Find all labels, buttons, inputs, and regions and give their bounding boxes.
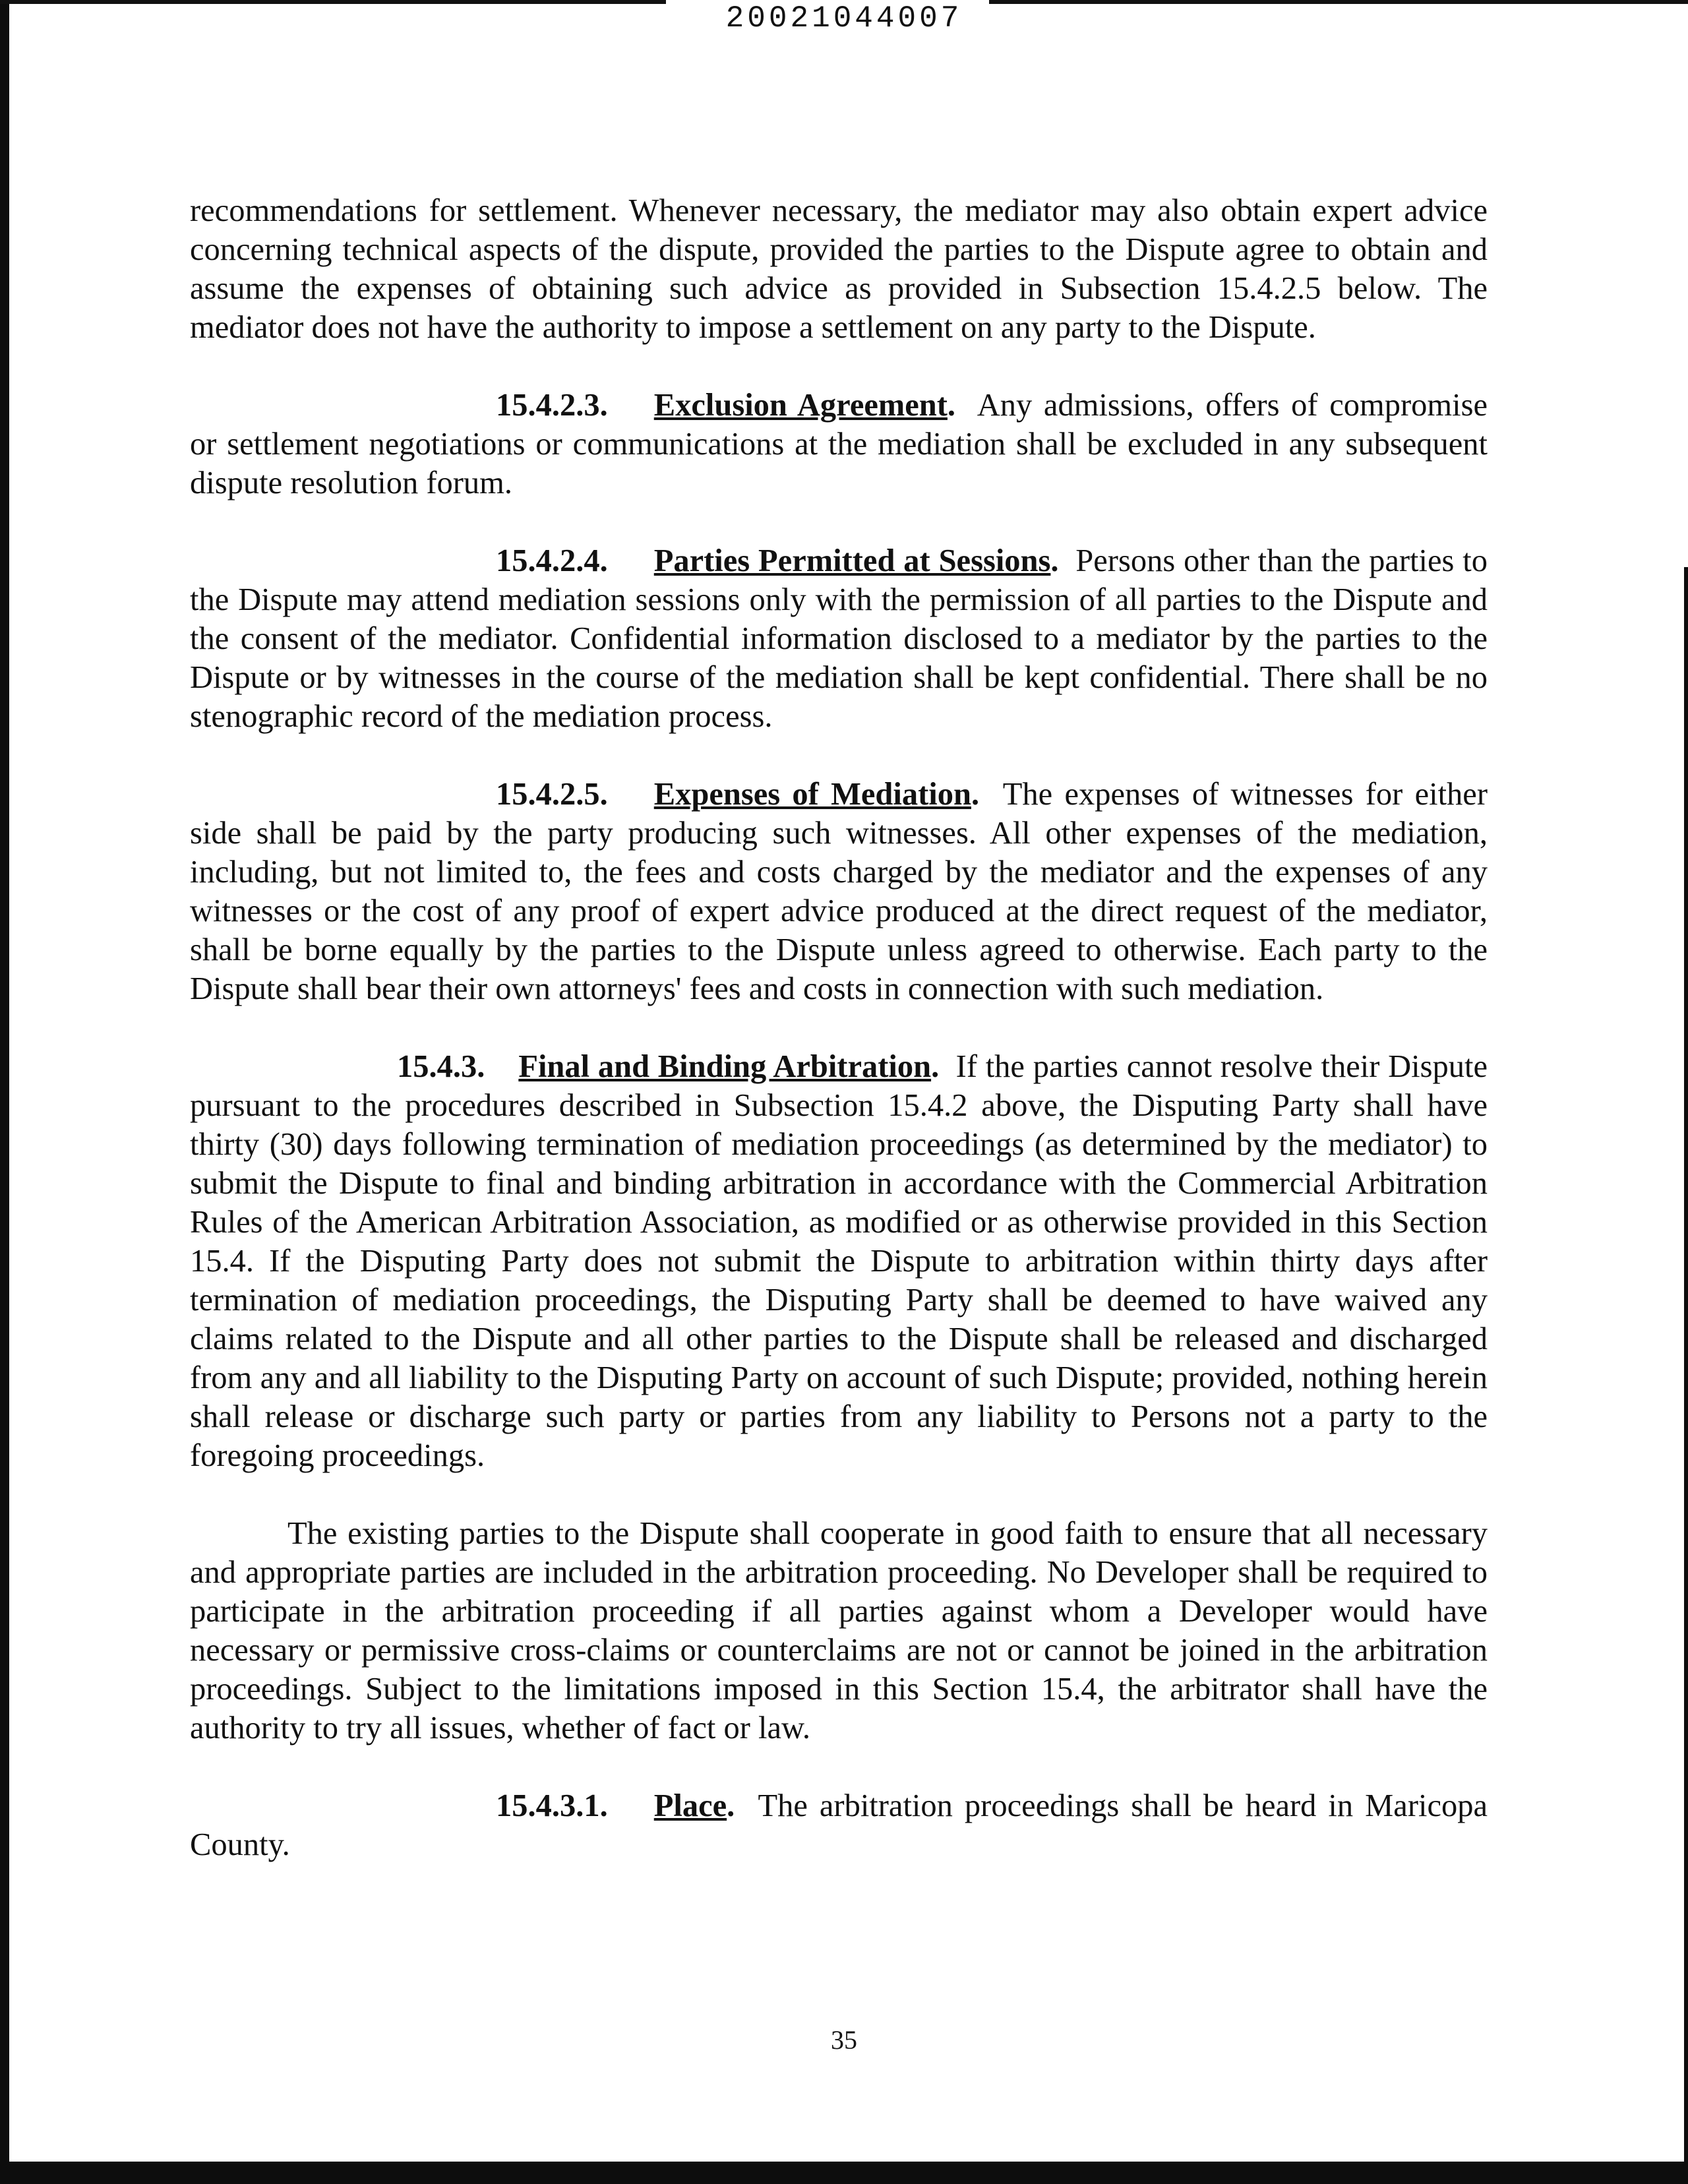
section-text: The arbitration proceedings shall be heard in Maricopa County. xyxy=(190,1788,1488,1862)
scan-edge-left xyxy=(0,0,9,2184)
section-title: Parties Permitted at Sessions xyxy=(653,543,1051,578)
section-text: Any admissions, offers of compromise or settlement negotiations or communications at the mediation shall be excluded in any subsequent dispute resolution forum. xyxy=(190,388,1488,501)
section-title: Final and Binding Arbitration xyxy=(518,1049,932,1084)
section-15-4-2-4: 15.4.2.4. Parties Permitted at Sessions. Persons other than the parties to the Dispute may attend mediation sessions only with the permission of all parties to the Dispute and the consent of the mediator. Confidential information disclosed to a mediator by the parties to the Dispute or by witnesses in the course of the mediation shall be kept confidential. There shall be no stenographic record of the mediation process. xyxy=(190,543,1488,734)
section-title: Exclusion Agreement xyxy=(653,388,948,423)
scan-edge-right xyxy=(1684,567,1688,2184)
page-body xyxy=(190,191,1488,1864)
page-number: 35 xyxy=(831,2025,857,2055)
section-text: The expenses of witnesses for either side shall be paid by the party producing such witnesses. All other expenses of the mediation, including, but not limited to, the fees and costs charged by the mediator and the expenses of any witnesses or the cost of any proof of expert advice produced at the direct request of the mediator, shall be borne equally by the parties to the Dispute unless agreed to otherwise. Each party to the Dispute shall bear their own attorneys' fees and costs in connection with such mediation. xyxy=(190,777,1488,1006)
section-15-4-2-3: 15.4.2.3. Exclusion Agreement. Any admissions, offers of compromise or settlement negotiations or communications at the mediation shall be excluded in any subsequent dispute resolution forum. xyxy=(190,388,1488,501)
section-title: Expenses of Mediation xyxy=(653,777,971,812)
cooperation-paragraph: The existing parties to the Dispute shall cooperate in good faith to ensure that all necessary and appropriate parties are included in the arbitration proceeding. No Developer shall be required to participate in the arbitration proceeding if all parties against whom a Developer would have necessary or permissive cross-claims or counterclaims are not or cannot be joined in the arbitration proceedings. Subject to the limitations imposed in this Section 15.4, the arbitrator shall have the authority to try all issues, whether of fact or law. xyxy=(190,1516,1488,1745)
document-number: 20021044007 xyxy=(725,1,963,36)
section-number: 15.4.2.5. xyxy=(496,777,608,812)
scan-edge-bottom xyxy=(0,2162,1688,2184)
section-number: 15.4.2.3. xyxy=(496,388,608,423)
section-number: 15.4.3.1. xyxy=(496,1788,608,1823)
section-text: Persons other than the parties to the Dispute may attend mediation sessions only with the permission of all parties to the Dispute and the consent of the mediator. Confidential information disclosed to a mediator by the parties to the Dispute or by witnesses in the course of the mediation shall be kept confidential. There shall be no stenographic record of the mediation process. xyxy=(190,543,1488,734)
section-15-4-3-1: 15.4.3.1. Place. The arbitration proceedings shall be heard in Maricopa County. xyxy=(190,1788,1488,1862)
section-15-4-3: 15.4.3. Final and Binding Arbitration. If the parties cannot resolve their Dispute pursuant to the procedures described in Subsection 15.4.2 above, the Disputing Party shall have thirty (30) days following termination of mediation proceedings (as determined by the mediator) to submit the Dispute to final and binding arbitration in accordance with the Commercial Arbitration Rules of the American Arbitration Association, as modified or as otherwise provided in this Section 15.4. If the Disputing Party does not submit the Dispute to arbitration within thirty days after termination of mediation proceedings, the Disputing Party shall be deemed to have waived any claims related to the Dispute and all other parties to the Dispute shall be released and discharged from any and all liability to the Disputing Party on account of such Dispute; provided, nothing herein shall release or discharge such party or parties from any liability to Persons not a party to the foregoing proceedings. xyxy=(190,1049,1488,1473)
intro-paragraph: recommendations for settlement. Whenever necessary, the mediator may also obtain expert advice concerning technical aspects of the dispute, provided the parties to the Dispute agree to obtain and assume the expenses of obtaining such advice as provided in Subsection 15.4.2.5 below. The mediator does not have the authority to impose a settlement on any party to the Dispute. xyxy=(190,193,1488,345)
section-15-4-2-5: 15.4.2.5. Expenses of Mediation. The expenses of witnesses for either side shall be paid by the party producing such witnesses. All other expenses of the mediation, including, but not limited to, the fees and costs charged by the mediator and the expenses of any witnesses or the cost of any proof of expert advice produced at the direct request of the mediator, shall be borne equally by the parties to the Dispute unless agreed to otherwise. Each party to the Dispute shall bear their own attorneys' fees and costs in connection with such mediation. xyxy=(190,777,1488,1006)
section-title: Place xyxy=(653,1788,727,1823)
section-number: 15.4.3. xyxy=(397,1049,485,1084)
section-text: If the parties cannot resolve their Dispute pursuant to the procedures described in Subsection 15.4.2 above, the Disputing Party shall have thirty (30) days following termination of mediation proceedings (as determined by the mediator) to submit the Dispute to final and binding arbitration in accordance with the Commercial Arbitration Rules of the American Arbitration Association, as modified or as otherwise provided in this Section 15.4. If the Disputing Party does not submit the Dispute to arbitration within thirty days after termination of mediation proceedings, the Disputing Party shall be deemed to have waived any claims related to the Dispute and all other parties to the Dispute shall be released and discharged from any and all liability to the Disputing Party on account of such Dispute; provided, nothing herein shall release or discharge such party or parties from any liability to Persons not a party to the foregoing proceedings. xyxy=(190,1049,1488,1473)
section-number: 15.4.2.4. xyxy=(496,543,608,578)
